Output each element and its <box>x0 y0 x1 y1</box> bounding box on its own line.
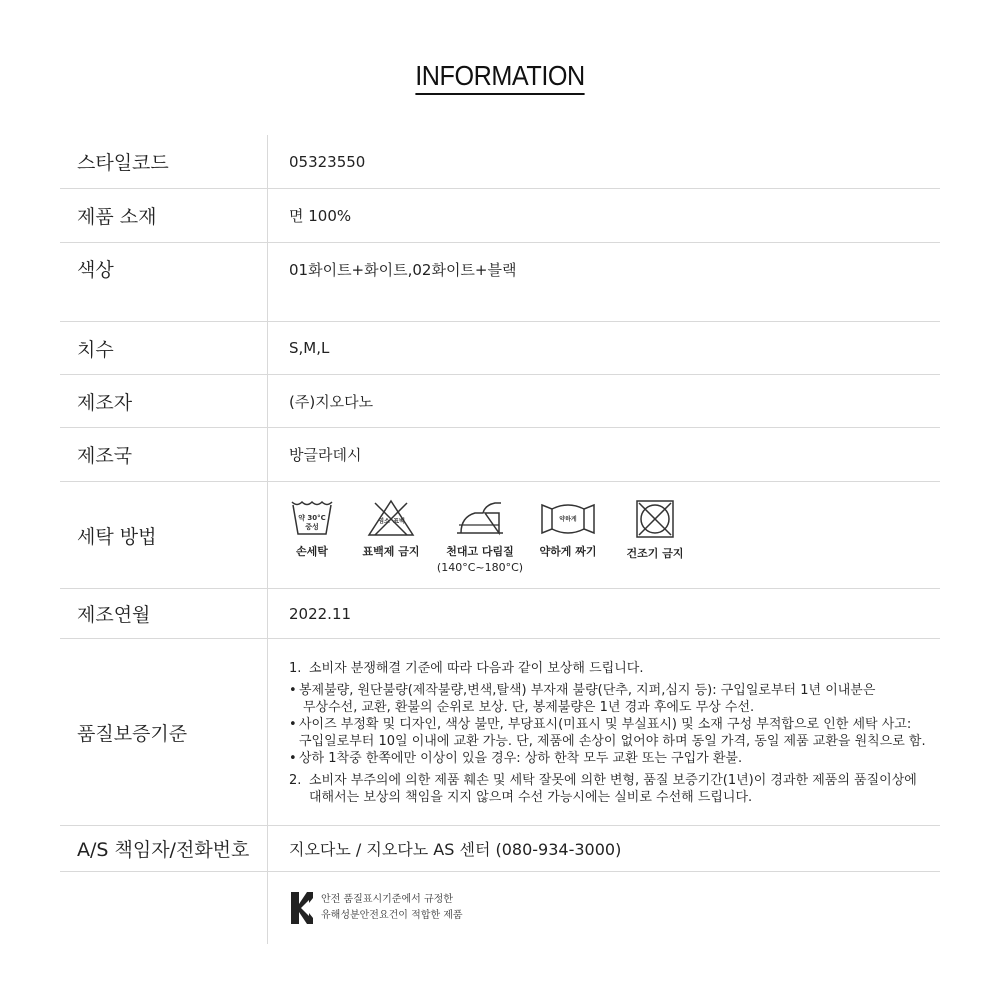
hand-wash-neutral: 중성 <box>305 522 319 531</box>
label-color: 색상 <box>60 243 268 321</box>
gentle-wring-icon <box>538 499 598 537</box>
quality-bullet-1b: 무상수선, 교환, 환불의 순위로 보상. 단, 봉제불량은 1년 경과 후에도 무상 수선. <box>303 700 755 715</box>
kc-caption <box>321 892 463 924</box>
label-manufacturer: 제조자 <box>60 375 268 427</box>
no-tumble-dry-icon <box>635 499 675 539</box>
row-quality-standard <box>60 639 940 826</box>
quality-line-1: 소비자 분쟁해결 기준에 따라 다음과 같이 보상해 드립니다. <box>309 661 644 676</box>
quality-bullet-1 <box>289 682 926 699</box>
row-manufacturer <box>60 375 940 428</box>
hand-wash-icon <box>290 499 334 537</box>
label-kc-empty <box>60 872 268 944</box>
iron-temperature: (140°C~180°C) <box>436 560 524 574</box>
quality-bullet-2a: 사이즈 부정확 및 디자인, 색상 불만, 부당표시(미표시 및 부실표시) 및 소재 구성 부적합으로 인한 세탁 사고: <box>299 717 912 732</box>
product-info-table <box>60 135 940 944</box>
no-bleach-caption: 표백제 금지 <box>362 544 420 558</box>
row-as-contact <box>60 826 940 872</box>
no-dryer-caption: 건조기 금지 <box>626 546 684 560</box>
value-manufacture-date: 2022.11 <box>289 604 352 623</box>
value-size: S,M,L <box>289 339 330 357</box>
wash-item-iron <box>437 499 523 574</box>
label-size: 치수 <box>60 322 268 374</box>
value-color: 01화이트+화이트,02화이트+블랙 <box>289 261 517 279</box>
quality-num-2: 2. <box>289 773 302 788</box>
bullet-icon: • <box>289 717 297 732</box>
row-kc-certification <box>60 872 940 944</box>
row-material <box>60 189 940 243</box>
quality-bullet-3-text: 상하 1착중 한쪽에만 이상이 있을 경우: 상하 한착 모두 교환 또는 구입가 환불. <box>299 751 743 766</box>
hand-wash-caption: 손세탁 <box>296 544 328 558</box>
hand-wash-temp: 약 30°C <box>298 513 326 522</box>
quality-bullet-2 <box>289 716 926 733</box>
gentle-wring-text: 약하게 <box>559 515 577 523</box>
value-kc <box>268 872 940 944</box>
quality-item-1 <box>289 660 926 677</box>
label-quality-standard: 품질보증기준 <box>60 639 268 825</box>
value-style-code: 05323550 <box>289 152 366 171</box>
quality-bullet-1-cont <box>289 699 926 716</box>
value-material: 면 100% <box>289 207 352 225</box>
quality-text <box>289 658 926 806</box>
wash-item-no-bleach <box>355 499 427 559</box>
quality-bullet-3 <box>289 750 926 767</box>
bullet-icon: • <box>289 751 297 766</box>
wash-item-gentle-wring <box>533 499 603 559</box>
label-manufacture-date: 제조연월 <box>60 589 268 638</box>
value-manufacturer: (주)지오다노 <box>289 392 374 411</box>
iron-caption: 천대고 다림질 <box>446 544 514 558</box>
no-bleach-icon <box>365 499 417 537</box>
label-as-contact: A/S 책임자/전화번호 <box>60 826 268 871</box>
kc-logo-icon <box>289 890 315 926</box>
wash-item-no-dryer <box>623 499 687 561</box>
page-title: INFORMATION <box>50 60 950 92</box>
row-wash-method <box>60 482 940 589</box>
row-style-code <box>60 135 940 189</box>
row-manufacture-date <box>60 589 940 639</box>
label-wash-method: 세탁 방법 <box>60 482 268 588</box>
quality-num-1: 1. <box>289 661 302 676</box>
label-material: 제품 소재 <box>60 189 268 242</box>
kc-mark <box>289 890 463 926</box>
wash-icons <box>289 497 687 574</box>
quality-bullet-2-cont <box>289 733 926 750</box>
quality-bullet-1a: 봉제불량, 원단불량(제작불량,변색,탈색) 부자재 불량(단추, 지퍼,심지 등): 구입일로부터 1년 이내분은 <box>299 683 876 698</box>
wash-item-hand-wash <box>289 499 335 559</box>
quality-item-2-cont <box>289 789 926 806</box>
value-as-contact: 지오다노 / 지오다노 AS 센터 (080-934-3000) <box>289 840 622 859</box>
quality-bullet-2b: 구입일로부터 10일 이내에 교환 가능. 단, 제품에 손상이 없어야 하며 동일 가격, 동일 제품 교환을 원칙으로 함. <box>299 734 926 749</box>
quality-line-2b: 대해서는 보상의 책임을 지지 않으며 수선 가능시에는 실비로 수선해 드립니다. <box>309 790 753 805</box>
label-country: 제조국 <box>60 428 268 481</box>
label-style-code: 스타일코드 <box>60 135 268 188</box>
row-size <box>60 322 940 375</box>
value-country: 방글라데시 <box>289 446 362 464</box>
gentle-wring-caption: 약하게 짜기 <box>539 544 597 558</box>
row-country <box>60 428 940 482</box>
no-bleach-chlorine: 염소 <box>378 517 390 525</box>
quality-item-2 <box>289 772 926 789</box>
no-bleach-bleach: 표백 <box>393 517 405 525</box>
row-color <box>60 243 940 322</box>
quality-line-2a: 소비자 부주의에 의한 제품 훼손 및 세탁 잘못에 의한 변형, 품질 보증기간(1년)이 경과한 제품의 품질이상에 <box>309 773 917 788</box>
kc-line-2: 유해성분안전요건이 적합한 제품 <box>321 910 463 921</box>
kc-line-1: 안전 품질표시기준에서 규정한 <box>321 894 453 905</box>
value-quality-standard <box>268 639 940 825</box>
wash-icons-cell <box>268 482 940 588</box>
iron-cloth-icon <box>455 499 505 537</box>
bullet-icon: • <box>289 683 297 698</box>
